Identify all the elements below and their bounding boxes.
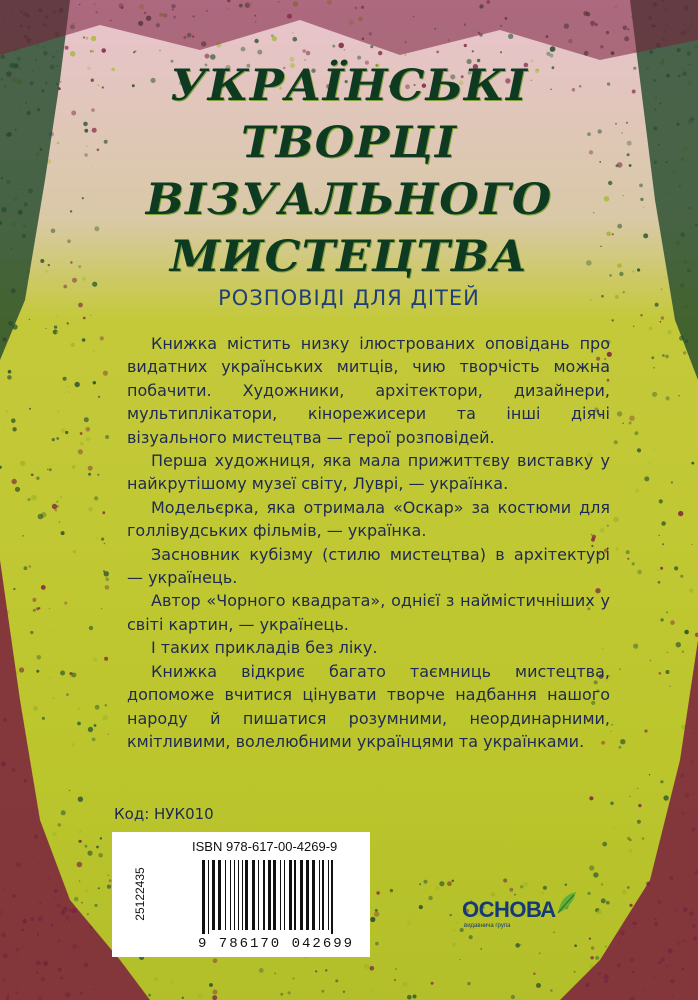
book-title	[0, 58, 698, 286]
description-paragraph: Книжка відкриє багато таємниць мистецтва, допоможе вчитися цінувати творче надбання нашого народу й пишатися розумними, неординарними, кмітливими, волелюбними українцями та українками.	[127, 661, 610, 751]
subtitle: РОЗПОВІДІ ДЛЯ ДІТЕЙ	[218, 286, 480, 310]
publisher-name: ОСНОВА	[462, 897, 556, 922]
barcode-side-code: 25122435	[133, 867, 147, 921]
description-paragraph: Перша художниця, яка мала прижиттєву виставку у найкрутішому музеї світу, Луврі, — українка.	[127, 451, 610, 494]
book-description	[127, 332, 610, 753]
description-paragraph: Засновник кубізму (стилю мистецтва) в архітектурі — українець.	[127, 544, 610, 588]
isbn-text: ISBN 978-617-00-4269-9	[192, 839, 338, 854]
barcode-bars	[200, 860, 360, 934]
description-paragraph: Модельєрка, яка отримала «Оскар» за костюми для голлівудських фільмів, — українка.	[127, 497, 610, 541]
title-line-1: УКРАЇНСЬКІ	[169, 61, 529, 111]
title-line-2: ТВОРЦІ	[240, 118, 458, 168]
description-paragraph: Автор «Чорного квадрата», однієї з наймістичніших у світі картин, — українець.	[127, 591, 610, 634]
description-paragraph: І таких прикладів без ліку.	[151, 638, 378, 658]
product-code: Код: НУК010	[114, 805, 214, 823]
title-line-4: МИСТЕЦТВА	[169, 232, 529, 282]
title-line-3: ВІЗУАЛЬНОГО	[145, 175, 553, 225]
publisher-logo	[462, 895, 582, 935]
publisher-tagline: видавнича група	[464, 923, 511, 929]
barcode-number: 9 786170 042699	[198, 936, 355, 952]
leaf-icon	[556, 891, 578, 915]
description-paragraph: Книжка містить низку ілюстрованих оповідань про видатних українських митців, чию творчість можна побачити. Художники, архітектори, дизайнери, мультиплікатори, кінорежисери та інші діячі візуального мистецтва — герої розповідей.	[127, 334, 610, 447]
barcode-block	[112, 832, 370, 957]
